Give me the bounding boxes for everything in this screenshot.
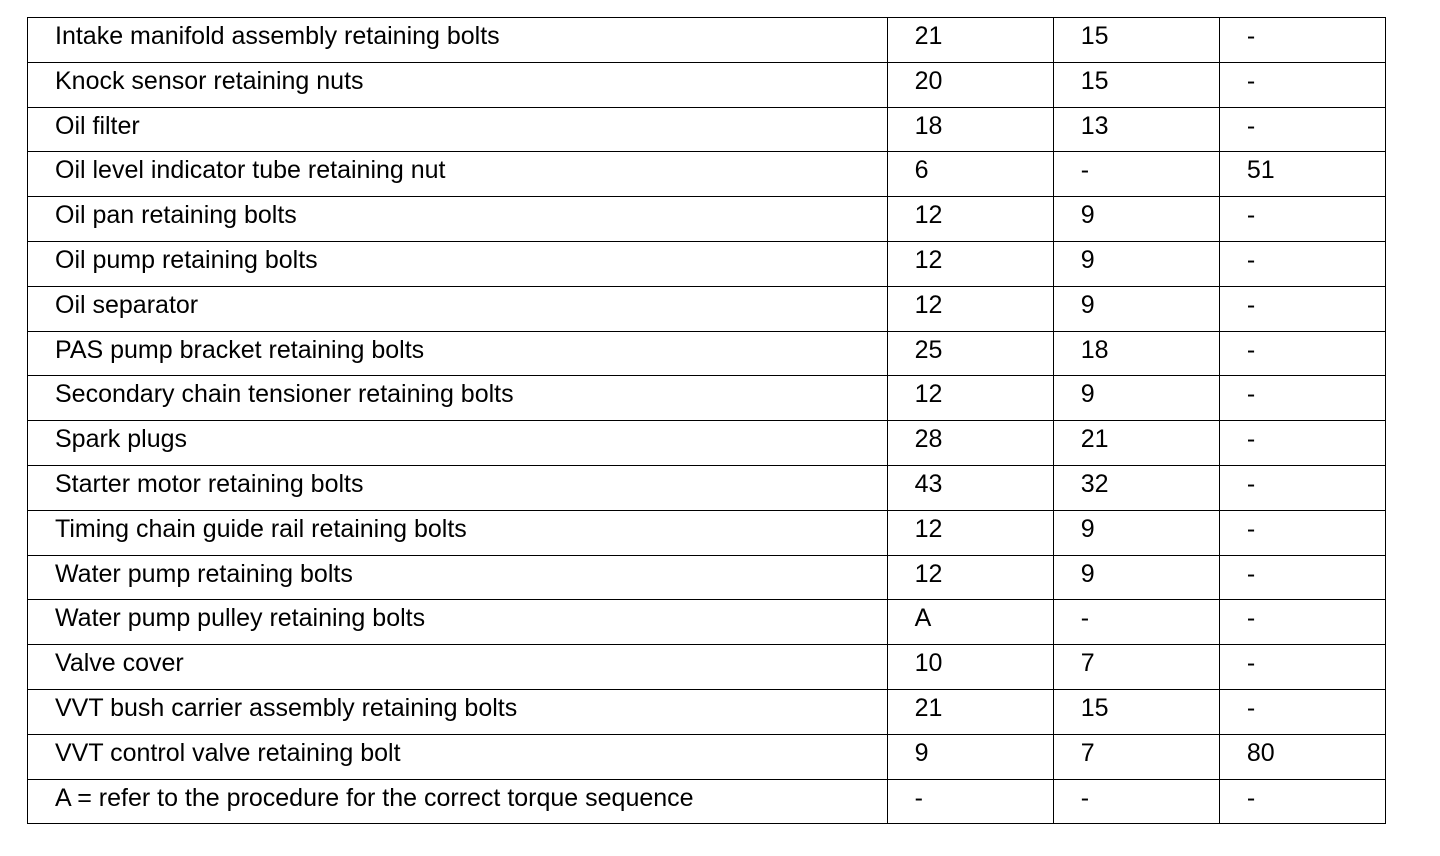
torque-lbft-cell — [1053, 376, 1219, 421]
component-cell-text: Starter motor retaining bolts — [55, 469, 364, 498]
torque-nm-cell-text: 21 — [914, 22, 943, 50]
torque-lbin-cell — [1219, 376, 1385, 421]
torque-lbin-cell — [1219, 421, 1385, 466]
torque-nm-cell-text: 12 — [914, 559, 943, 588]
table-row — [28, 779, 1386, 824]
torque-nm-cell-text: 20 — [914, 66, 943, 95]
torque-lbin-cell-text: - — [1246, 693, 1256, 722]
torque-lbin-cell-text: - — [1246, 22, 1256, 50]
torque-nm-cell-text: - — [914, 783, 923, 812]
torque-lbft-cell-text: 15 — [1080, 22, 1109, 50]
table-row — [28, 555, 1386, 600]
table-row — [28, 331, 1386, 376]
torque-nm-cell-text: 12 — [914, 514, 943, 543]
component-cell — [28, 779, 888, 824]
component-cell-text: Knock sensor retaining nuts — [55, 66, 364, 95]
torque-lbft-cell — [1053, 645, 1219, 690]
component-cell — [28, 555, 888, 600]
torque-lbft-cell-text: 15 — [1080, 693, 1109, 722]
torque-lbin-cell — [1219, 197, 1385, 242]
torque-specification-table — [27, 17, 1386, 824]
component-cell-text: Oil level indicator tube retaining nut — [55, 156, 446, 185]
component-cell — [28, 465, 888, 510]
torque-lbft-cell — [1053, 689, 1219, 734]
torque-lbft-cell-text: 13 — [1080, 111, 1109, 140]
component-cell-text: VVT bush carrier assembly retaining bolts — [55, 693, 518, 722]
torque-nm-cell-text: 10 — [914, 649, 943, 678]
torque-lbft-cell-text: 7 — [1080, 738, 1095, 767]
torque-lbin-cell — [1219, 645, 1385, 690]
torque-nm-cell-text: A — [914, 604, 932, 633]
table-row — [28, 600, 1386, 645]
torque-lbft-cell-text: - — [1080, 783, 1090, 812]
torque-lbin-cell-text: - — [1246, 245, 1256, 274]
torque-nm-cell — [887, 286, 1053, 331]
table-row — [28, 689, 1386, 734]
torque-nm-cell — [887, 510, 1053, 555]
torque-lbin-cell — [1219, 465, 1385, 510]
torque-nm-cell-text: 28 — [914, 425, 943, 454]
table-row — [28, 734, 1386, 779]
torque-lbft-cell — [1053, 779, 1219, 824]
torque-nm-cell — [887, 331, 1053, 376]
torque-lbin-cell — [1219, 734, 1385, 779]
torque-lbft-cell — [1053, 197, 1219, 242]
torque-lbft-cell-text: 9 — [1080, 201, 1095, 230]
torque-lbft-cell — [1053, 18, 1219, 63]
torque-lbft-cell — [1053, 286, 1219, 331]
torque-lbft-cell — [1053, 62, 1219, 107]
component-cell-text: Secondary chain tensioner retaining bolts — [55, 380, 514, 409]
torque-nm-cell-text: 12 — [914, 290, 943, 319]
torque-lbft-cell-text: 9 — [1080, 514, 1095, 543]
torque-lbin-cell-text: - — [1246, 290, 1256, 319]
torque-nm-cell — [887, 107, 1053, 152]
torque-lbin-cell-text: - — [1246, 201, 1256, 230]
torque-lbft-cell — [1053, 152, 1219, 197]
component-cell-text: Water pump pulley retaining bolts — [55, 604, 426, 633]
component-cell — [28, 286, 888, 331]
torque-lbin-cell-text: - — [1246, 425, 1256, 454]
torque-lbin-cell-text: - — [1246, 111, 1256, 140]
torque-lbin-cell — [1219, 286, 1385, 331]
table-body — [28, 18, 1386, 824]
torque-lbin-cell-text: - — [1246, 604, 1256, 633]
table-row — [28, 18, 1386, 63]
component-cell — [28, 107, 888, 152]
component-cell-text: A = refer to the procedure for the correct torque sequence — [55, 783, 694, 812]
torque-lbft-cell — [1053, 331, 1219, 376]
component-cell-text: Timing chain guide rail retaining bolts — [55, 514, 467, 543]
torque-lbft-cell — [1053, 107, 1219, 152]
torque-lbin-cell — [1219, 331, 1385, 376]
torque-lbin-cell — [1219, 152, 1385, 197]
torque-nm-cell — [887, 465, 1053, 510]
table-row — [28, 465, 1386, 510]
torque-lbft-cell-text: - — [1080, 604, 1090, 633]
component-cell-text: Oil filter — [55, 111, 140, 140]
component-cell-text: PAS pump bracket retaining bolts — [55, 335, 425, 364]
torque-lbft-cell — [1053, 734, 1219, 779]
torque-nm-cell — [887, 421, 1053, 466]
torque-nm-cell — [887, 241, 1053, 286]
torque-lbin-cell — [1219, 241, 1385, 286]
torque-nm-cell-text: 43 — [914, 469, 943, 498]
torque-lbin-cell — [1219, 18, 1385, 63]
torque-nm-cell-text: 21 — [914, 693, 943, 722]
torque-lbin-cell — [1219, 555, 1385, 600]
torque-lbft-cell — [1053, 510, 1219, 555]
component-cell — [28, 152, 888, 197]
torque-lbft-cell-text: 9 — [1080, 290, 1095, 319]
table-row — [28, 376, 1386, 421]
torque-lbin-cell-text: - — [1246, 335, 1256, 364]
torque-nm-cell — [887, 779, 1053, 824]
component-cell-text: Water pump retaining bolts — [55, 559, 353, 588]
torque-lbin-cell-text: - — [1246, 380, 1256, 409]
torque-lbft-cell-text: 9 — [1080, 245, 1095, 274]
component-cell — [28, 645, 888, 690]
component-cell — [28, 331, 888, 376]
component-cell — [28, 18, 888, 63]
torque-nm-cell-text: 12 — [914, 380, 943, 409]
torque-lbft-cell-text: 7 — [1080, 649, 1095, 678]
torque-lbin-cell — [1219, 62, 1385, 107]
component-cell — [28, 600, 888, 645]
table-row — [28, 107, 1386, 152]
torque-lbft-cell-text: 32 — [1080, 469, 1109, 498]
torque-lbin-cell-text: 51 — [1246, 156, 1275, 185]
torque-lbft-cell-text: - — [1080, 156, 1090, 185]
component-cell — [28, 376, 888, 421]
component-cell — [28, 510, 888, 555]
torque-lbin-cell — [1219, 779, 1385, 824]
table-row — [28, 62, 1386, 107]
component-cell-text: Oil separator — [55, 290, 199, 319]
torque-nm-cell-text: 18 — [914, 111, 943, 140]
torque-lbft-cell — [1053, 555, 1219, 600]
torque-nm-cell — [887, 600, 1053, 645]
torque-lbin-cell-text: - — [1246, 649, 1256, 678]
torque-nm-cell — [887, 152, 1053, 197]
torque-lbin-cell-text: - — [1246, 66, 1256, 95]
table-row — [28, 510, 1386, 555]
component-cell — [28, 62, 888, 107]
torque-lbft-cell — [1053, 421, 1219, 466]
table-row — [28, 645, 1386, 690]
torque-lbft-cell-text: 18 — [1080, 335, 1109, 364]
torque-lbft-cell — [1053, 241, 1219, 286]
table-row — [28, 421, 1386, 466]
torque-nm-cell — [887, 62, 1053, 107]
torque-lbft-cell — [1053, 465, 1219, 510]
table-row — [28, 286, 1386, 331]
torque-lbin-cell-text: 80 — [1246, 738, 1275, 767]
torque-lbft-cell-text: 21 — [1080, 425, 1109, 454]
component-cell-text: Intake manifold assembly retaining bolts — [55, 22, 500, 50]
torque-nm-cell-text: 12 — [914, 201, 943, 230]
component-cell-text: Valve cover — [55, 649, 184, 678]
torque-lbin-cell-text: - — [1246, 559, 1256, 588]
torque-nm-cell — [887, 18, 1053, 63]
torque-nm-cell — [887, 689, 1053, 734]
component-cell-text: VVT control valve retaining bolt — [55, 738, 401, 767]
torque-lbin-cell-text: - — [1246, 514, 1256, 543]
torque-lbft-cell-text: 9 — [1080, 380, 1095, 409]
component-cell — [28, 734, 888, 779]
component-cell-text: Spark plugs — [55, 425, 188, 454]
torque-nm-cell-text: 9 — [914, 738, 929, 767]
torque-nm-cell-text: 6 — [914, 156, 929, 185]
torque-nm-cell — [887, 376, 1053, 421]
torque-lbin-cell-text: - — [1246, 469, 1256, 498]
torque-lbin-cell — [1219, 600, 1385, 645]
table-row — [28, 197, 1386, 242]
torque-nm-cell — [887, 555, 1053, 600]
table-row — [28, 241, 1386, 286]
torque-nm-cell-text: 12 — [914, 245, 943, 274]
component-cell — [28, 421, 888, 466]
component-cell — [28, 197, 888, 242]
torque-lbin-cell — [1219, 689, 1385, 734]
torque-lbin-cell — [1219, 510, 1385, 555]
component-cell — [28, 689, 888, 734]
torque-lbin-cell-text: - — [1246, 783, 1256, 812]
torque-lbft-cell-text: 9 — [1080, 559, 1095, 588]
torque-lbft-cell-text: 15 — [1080, 66, 1109, 95]
component-cell-text: Oil pan retaining bolts — [55, 201, 297, 230]
torque-nm-cell-text: 25 — [914, 335, 943, 364]
torque-nm-cell — [887, 197, 1053, 242]
torque-nm-cell — [887, 734, 1053, 779]
component-cell-text: Oil pump retaining bolts — [55, 245, 318, 274]
torque-lbft-cell — [1053, 600, 1219, 645]
torque-nm-cell — [887, 645, 1053, 690]
torque-lbin-cell — [1219, 107, 1385, 152]
component-cell — [28, 241, 888, 286]
table-row — [28, 152, 1386, 197]
